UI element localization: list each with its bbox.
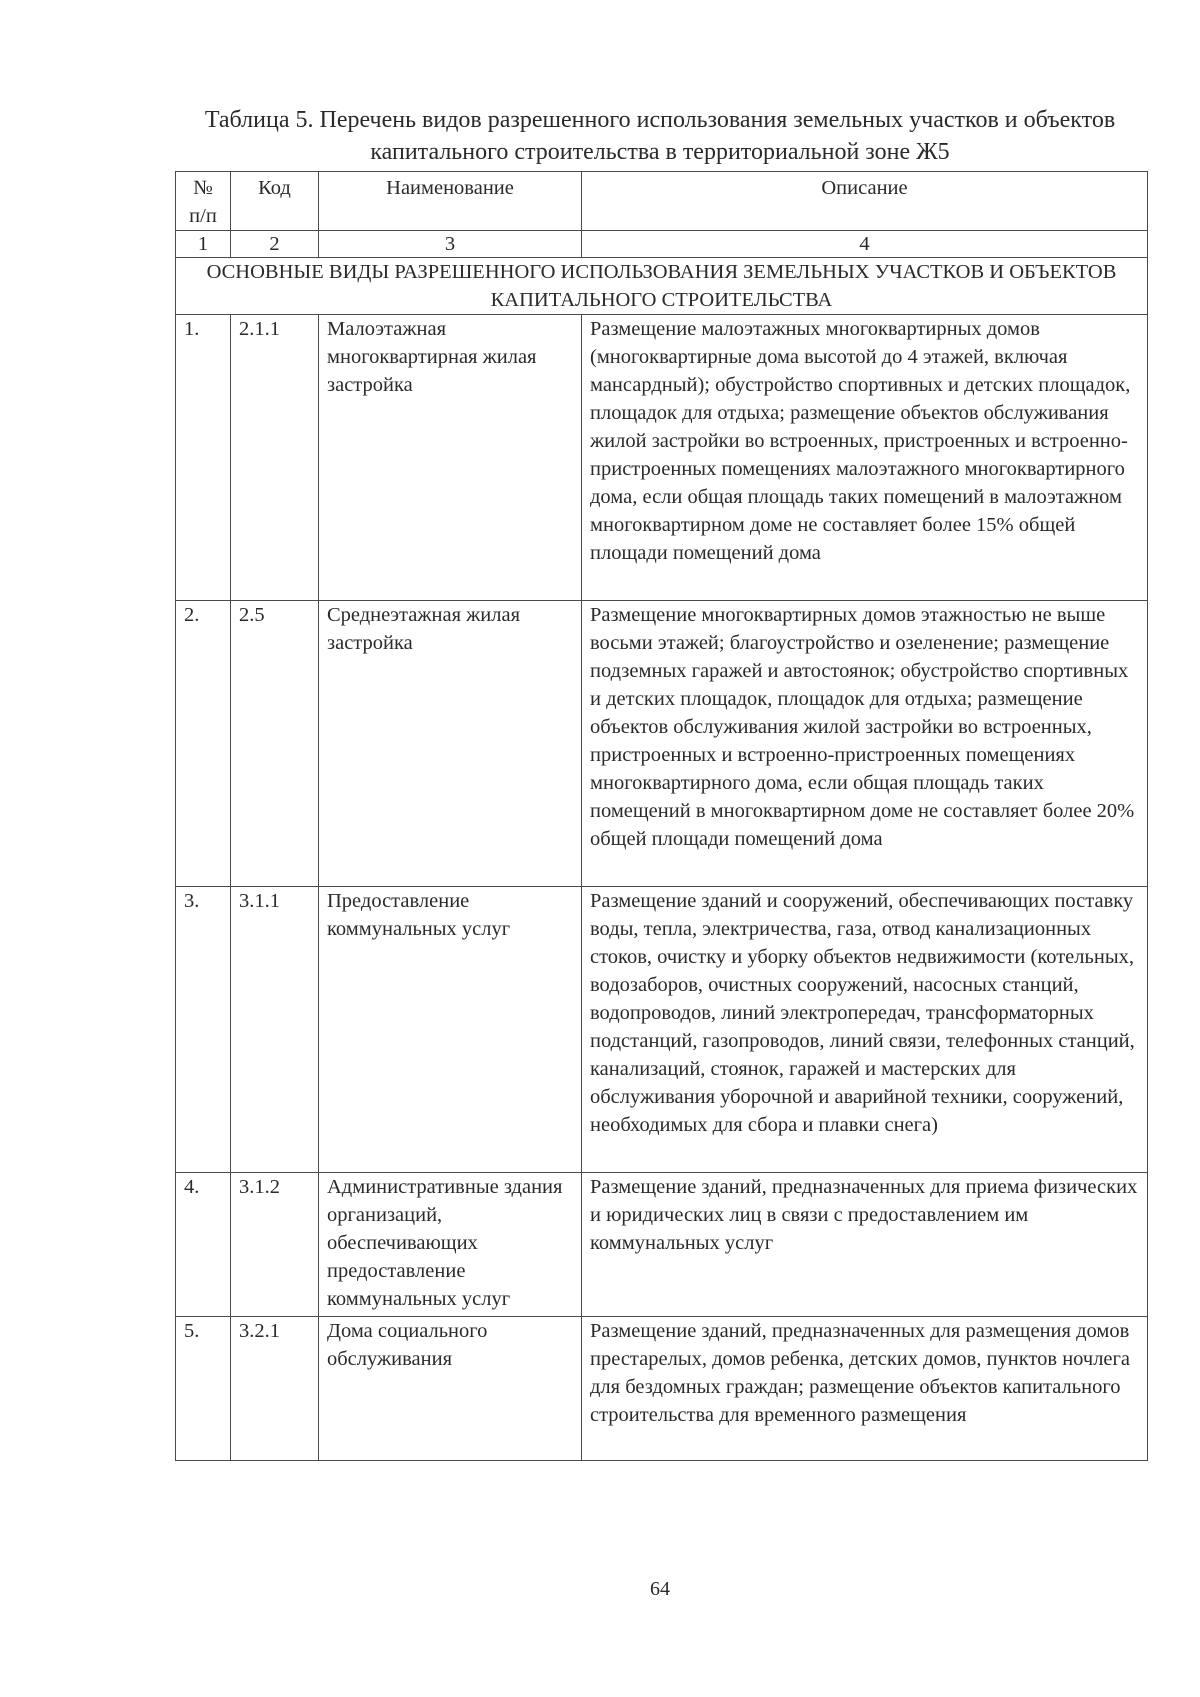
header-no: № п/п <box>176 172 231 231</box>
table-row <box>176 1173 1148 1317</box>
header-description: Описание <box>582 172 1148 231</box>
table-caption: Таблица 5. Перечень видов разрешенного использования земельных участков и объектов капитального строительства в территориальной зоне Ж5 <box>204 107 1116 165</box>
row-description: Размещение зданий, предназначенных для размещения домов престарелых, домов ребенка, детских домов, пунктов ночлега для бездомных граждан; размещение объектов капитального строительства для временного размещения <box>582 1317 1148 1461</box>
column-number: 1 <box>176 231 231 258</box>
row-number: 3. <box>176 887 231 1173</box>
column-number: 3 <box>319 231 582 258</box>
row-description: Размещение малоэтажных многоквартирных домов (многоквартирные дома высотой до 4 этажей, включая мансардный); обустройство спортивных и детских площадок, площадок для отдыха; размещение объектов обслуживания жилой застройки во встроенных, пристроенных и встроенно-пристроенных помещениях малоэтажного многоквартирного дома, если общая площадь таких помещений в малоэтажном многоквартирном доме не составляет более 15% общей площади помещений дома <box>582 315 1148 601</box>
row-code: 3.1.2 <box>231 1173 319 1317</box>
row-description: Размещение многоквартирных домов этажностью не выше восьми этажей; благоустройство и озеленение; размещение подземных гаражей и автостоянок; обустройство спортивных и детских площадок, площадок для отдыха; размещение объектов обслуживания жилой застройки во встроенных, пристроенных и встроенно-пристроенных помещениях многоквартирного дома, если общая площадь таких помещений в многоквартирном доме не составляет более 20% общей площади помещений дома <box>582 601 1148 887</box>
row-name: Малоэтажная многоквартирная жилая застройка <box>319 315 582 601</box>
row-number: 1. <box>176 315 231 601</box>
row-number: 5. <box>176 1317 231 1461</box>
row-name: Предоставление коммунальных услуг <box>319 887 582 1173</box>
row-name: Среднеэтажная жилая застройка <box>319 601 582 887</box>
land-use-table <box>175 171 1148 1461</box>
table-row <box>176 315 1148 601</box>
row-description: Размещение зданий и сооружений, обеспечивающих поставку воды, тепла, электричества, газа, отвод канализационных стоков, очистку и уборку объектов недвижимости (котельных, водозаборов, очистных сооружений, насосных станций, водопроводов, линий электропередач, трансформаторных подстанций, газопроводов, линий связи, телефонных станций, канализаций, стоянок, гаражей и мастерских для обслуживания уборочной и аварийной техники, сооружений, необходимых для сбора и плавки снега) <box>582 887 1148 1173</box>
table-header-row <box>176 172 1148 231</box>
column-number: 2 <box>231 231 319 258</box>
row-code: 2.5 <box>231 601 319 887</box>
header-code: Код <box>231 172 319 231</box>
row-code: 2.1.1 <box>231 315 319 601</box>
section-row <box>176 258 1148 315</box>
table-row <box>176 887 1148 1173</box>
row-code: 3.1.1 <box>231 887 319 1173</box>
row-description: Размещение зданий, предназначенных для приема физических и юридических лиц в связи с предоставлением им коммунальных услуг <box>582 1173 1148 1317</box>
row-number: 4. <box>176 1173 231 1317</box>
row-name: Административные здания организаций, обеспечивающих предоставление коммунальных услуг <box>319 1173 582 1317</box>
header-name: Наименование <box>319 172 582 231</box>
table-row <box>176 1317 1148 1461</box>
page-number: 64 <box>650 1578 670 1600</box>
column-number: 4 <box>582 231 1148 258</box>
section-title: ОСНОВНЫЕ ВИДЫ РАЗРЕШЕННОГО ИСПОЛЬЗОВАНИЯ ЗЕМЕЛЬНЫХ УЧАСТКОВ И ОБЪЕКТОВ КАПИТАЛЬНОГО СТРОИТЕЛЬСТВА <box>176 258 1148 315</box>
row-name: Дома социального обслуживания <box>319 1317 582 1461</box>
row-number: 2. <box>176 601 231 887</box>
row-code: 3.2.1 <box>231 1317 319 1461</box>
column-number-row <box>176 231 1148 258</box>
table-row <box>176 601 1148 887</box>
